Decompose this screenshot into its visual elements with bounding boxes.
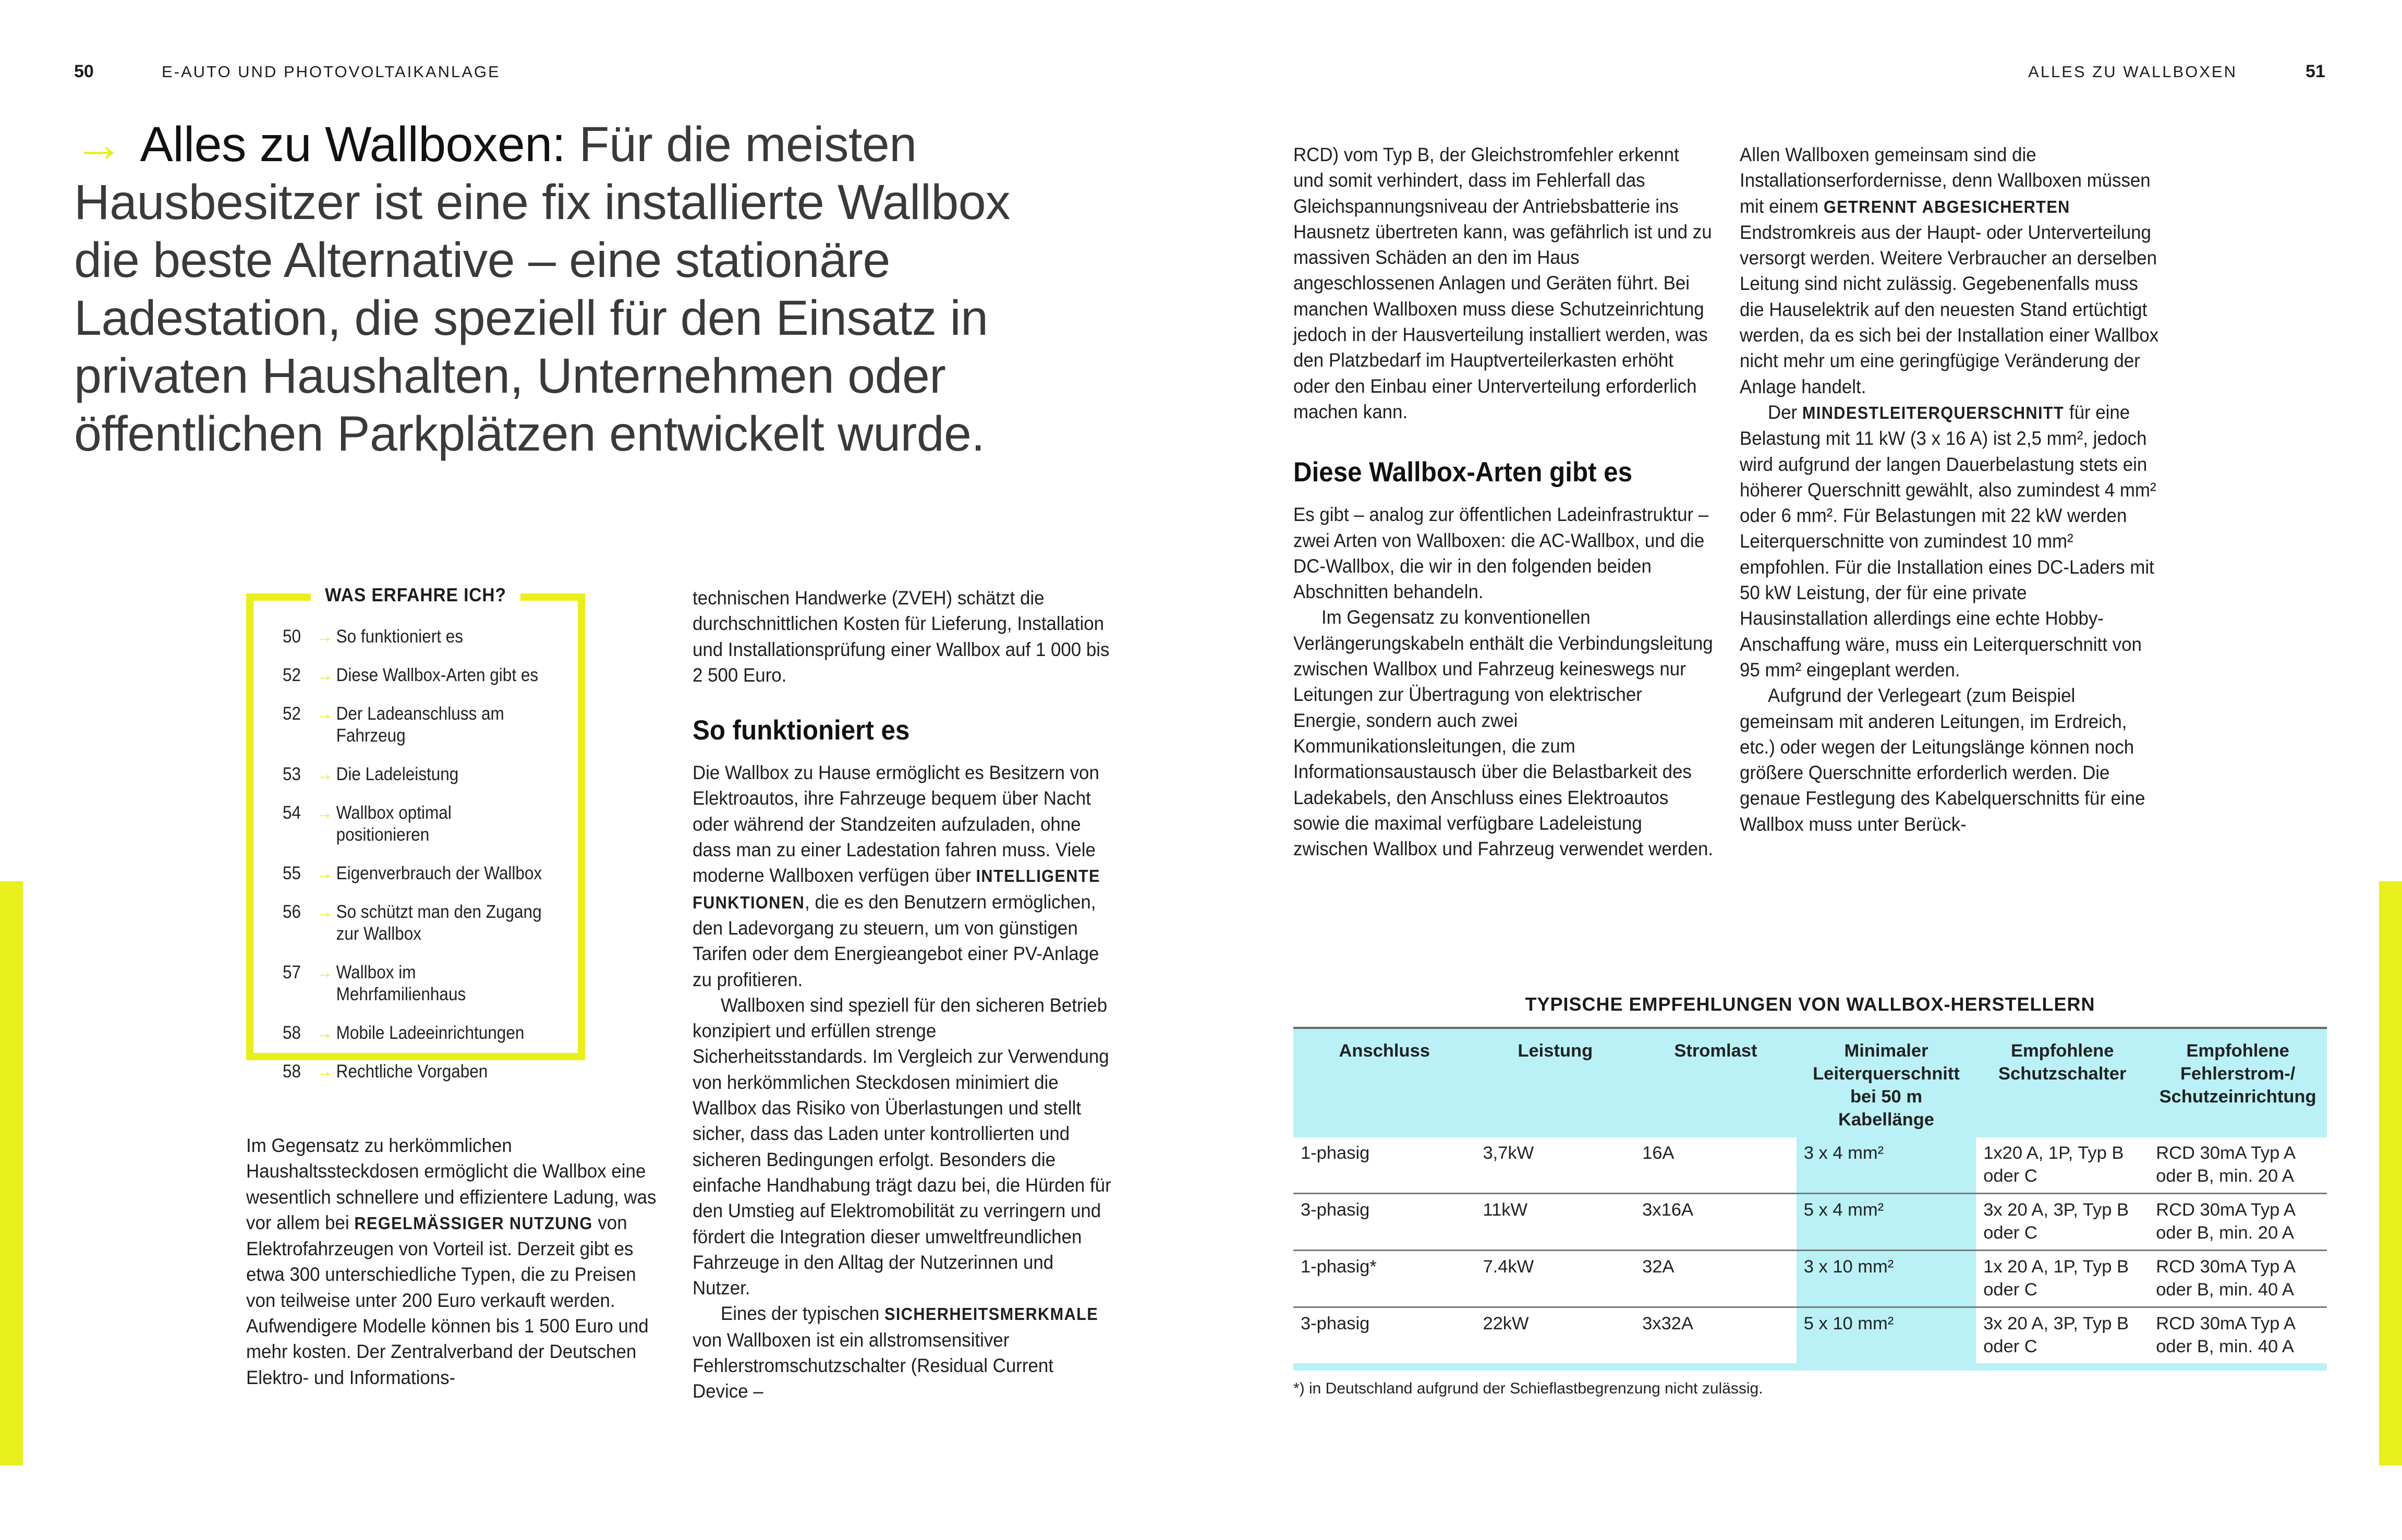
paragraph: Aufgrund der Verlegeart (zum Beispiel gemeinsam mit anderen Leitungen, im Erdreich, etc.) oder wegen der Leitungslänge können noch größere Querschnitte erforderlich werden. Die genaue Festlegung des Kabelquerschnitts für eine Wallbox muss unter Berück-	[1740, 684, 2145, 835]
table-cell: 5 x 4 mm²	[1797, 1194, 1976, 1251]
toc-arrow-icon: →	[316, 803, 333, 823]
table-cell: RCD 30mA Typ A oder B, min. 20 A	[2149, 1194, 2327, 1251]
table-row	[1293, 1307, 2327, 1364]
table-cell: 1-phasig	[1293, 1137, 1475, 1194]
paragraph: Eines der typischen SICHERHEITSMERKMALE von Wallboxen ist ein allstromsensitiver Fehlerstromschutzschalter (Residual Current Device –	[693, 1302, 1099, 1402]
toc-item	[283, 1061, 545, 1083]
toc-arrow-icon: →	[316, 704, 333, 724]
toc-page-number: 56	[283, 902, 301, 922]
keyword: INTELLIGENTE FUNKTIONEN	[693, 866, 1100, 912]
toc-arrow-icon: →	[316, 902, 333, 922]
keyword: REGELMÄSSIGER NUTZUNG	[354, 1213, 593, 1233]
toc-arrow-icon: →	[316, 863, 333, 883]
paragraph: RCD) vom Typ B, der Gleichstromfehler erkennt und somit verhindert, dass im Fehlerfall das Gleichspannungsniveau der Antriebsbatterie ins Hausnetz übertreten kann, was gefährlich ist und zu massiven Schäden an den im Haus angeschlossenen Anlagen und Geräten führt. Bei manchen Wallboxen muss diese Schutzeinrichtung jedoch in der Hausverteilung installiert werden, was den Platzbedarf im Hauptverteilerkasten erhöht oder den Einbau einer Unterverteilung erforderlich machen kann.	[1293, 143, 1712, 422]
table-cell: 22kW	[1483, 1314, 1529, 1333]
toc-item	[283, 863, 545, 884]
table-cell: 32A	[1635, 1251, 1797, 1307]
table-header-row	[1293, 1029, 2327, 1137]
table-row	[1293, 1251, 2327, 1307]
keyword: MINDESTLEITERQUERSCHNITT	[1802, 403, 2065, 422]
right-page-number: 51	[2306, 62, 2325, 81]
toc-page-number: 52	[283, 665, 301, 685]
table-header-cell: Anschluss	[1293, 1029, 1475, 1137]
toc-page-number: 52	[283, 704, 301, 724]
table-header-cell: Leistung	[1475, 1029, 1635, 1137]
table-cell: 3 x 10 mm²	[1797, 1251, 1976, 1307]
section-heading-wallbox-arten: Diese Wallbox-Arten gibt es	[1293, 457, 1633, 488]
toc-item	[283, 763, 545, 785]
toc-page-number: 57	[283, 962, 301, 983]
left-running-head: E-AUTO UND PHOTOVOLTAIKANLAGE	[162, 63, 501, 81]
keyword: SICHERHEITSMERKMALE	[884, 1304, 1099, 1324]
toc-label: Wallbox optimal positionieren	[336, 803, 452, 845]
toc-label: So funktioniert es	[336, 626, 463, 647]
table-cell: 3-phasig	[1293, 1194, 1475, 1251]
table-cell: 1-phasig*	[1293, 1251, 1475, 1307]
column-3	[1293, 142, 1713, 862]
paragraph: Wallboxen sind speziell für den sicheren Betrieb konzipiert und erfüllen strenge Sicherheitsstandards. Im Vergleich zur Verwendung von herkömmlichen Steckdosen minimiert die Wallbox das Risiko von Überlastungen und stellt sicher, dass das Laden unter kontrollierten und sicheren Bedingungen erfolgt. Besonders die einfache Handhabung trägt dazu bei, die Hürden für den Umstieg auf Elektromobilität zu verringern und fördert die Integration dieser umweltfreundlichen Fahrzeuge in den Alltag der Nutzerinnen und Nutzer.	[693, 993, 1111, 1299]
toc-label: Der Ladeanschluss am Fahrzeug	[336, 704, 504, 746]
table-cell: 3x 20 A, 3P, Typ B oder C	[1976, 1194, 2149, 1251]
table-cell: 3x16A	[1635, 1194, 1797, 1251]
table-footnote: *) in Deutschland aufgrund der Schieflastbegrenzung nicht zulässig.	[1293, 1380, 1763, 1397]
chapter-intro	[74, 116, 1065, 463]
toc-arrow-icon: →	[316, 665, 333, 685]
table-cell: 11kW	[1475, 1194, 1635, 1251]
toc-label: Diese Wallbox-Arten gibt es	[336, 665, 539, 685]
table-cell: RCD 30mA Typ A oder B, min. 40 A	[2156, 1314, 2295, 1356]
toc-item	[283, 1022, 545, 1044]
toc-item	[283, 703, 545, 747]
toc-page-number: 58	[283, 1023, 301, 1043]
table-cell: 5 x 10 mm²	[1797, 1307, 1976, 1364]
table-body	[1293, 1137, 2327, 1363]
table-cell: 3-phasig	[1301, 1314, 1370, 1333]
column-2	[693, 585, 1112, 1404]
paragraph: technischen Handwerke (ZVEH) schätzt die durchschnittlichen Kosten für Lieferung, Installation und Installationsprüfung einer Wallbox auf 1 000 bis 2 500 Euro.	[693, 587, 1110, 686]
table-row	[1293, 1137, 2327, 1194]
paragraph: Es gibt – analog zur öffentlichen Ladeinfrastruktur – zwei Arten von Wallboxen: die AC-Wallbox, und die DC-Wallbox, die wir in den folgenden beiden Abschnitten behandeln.	[1293, 503, 1709, 603]
paragraph: Im Gegensatz zu herkömmlichen Haushaltssteckdosen ermöglicht die Wallbox eine wesentlich schnellere und effizientere Ladung, was vor allem bei REGELMÄSSIGER NUTZUNG von Elektrofahrzeugen von Vorteil ist. Derzeit gibt es etwa 300 unterschiedliche Typen, die zu Preisen von teilweise unter 200 Euro verkauft werden. Aufwendigere Modelle können bis 1 500 Euro und mehr kosten. Der Zentralverband der Deutschen Elektro- und Informations-	[246, 1134, 657, 1388]
recommendation-table	[1293, 1029, 2327, 1363]
table-cell: 3x 20 A, 3P, Typ B oder C	[1983, 1314, 2129, 1356]
right-running-head: ALLES ZU WALLBOXEN	[2028, 63, 2237, 81]
toc-label: Eigenverbrauch der Wallbox	[336, 863, 542, 883]
toc-page-number: 50	[283, 626, 301, 647]
toc-arrow-icon: →	[316, 626, 333, 647]
toc-arrow-icon: →	[316, 764, 333, 784]
paragraph: Im Gegensatz zu konventionellen Verlängerungskabeln enthält die Verbindungsleitung zwischen Wallbox und Fahrzeug keineswegs nur Leitungen zur Übertragung von elektrischer Energie, sondern auch zwei Kommunikationsleitungen, die zum Informationsaustausch über die Belastbarkeit des Ladekabels, den Anschluss eines Elektroautos sowie die maximal verfügbare Ladeleistung zwischen Wallbox und Fahrzeug verwendet werden.	[1293, 606, 1714, 860]
toc-item	[283, 626, 545, 648]
intro-lead: Alles zu Wallboxen:	[140, 117, 566, 172]
left-page-number: 50	[74, 62, 94, 81]
left-edge-tab	[0, 881, 23, 1465]
table-cell: 3 x 4 mm²	[1797, 1137, 1976, 1194]
table-cell: RCD 30mA Typ A oder B, min. 40 A	[2149, 1251, 2327, 1307]
paragraph: Die Wallbox zu Hause ermöglicht es Besitzern von Elektroautos, ihre Fahrzeuge bequem über Nacht oder während der Standzeiten aufzuladen, ohne dass man zu einer Ladestation fahren muss. Viele moderne Wallboxen verfügen über INTELLIGENTE FUNKTIONEN, die es den Benutzern ermöglichen, den Ladevorgang zu steuern, um von günstigen Tarifen oder dem Energieangebot einer PV-Anlage zu profitieren.	[693, 761, 1100, 990]
toc-page-number: 55	[283, 863, 301, 883]
table-title: TYPISCHE EMPFEHLUNGEN VON WALLBOX-HERSTELLERN	[1525, 993, 2095, 1015]
table-cell: RCD 30mA Typ A oder B, min. 20 A	[2149, 1137, 2327, 1194]
table-header-cell: Minimaler Leiterquerschnitt bei 50 m Kabellänge	[1797, 1029, 1976, 1137]
keyword: GETRENNT ABGESICHERTEN	[1823, 197, 2070, 216]
column-4	[1740, 142, 2160, 837]
toc-title: WAS ERFAHRE ICH?	[325, 584, 506, 605]
table-cell: 7.4kW	[1475, 1251, 1635, 1307]
toc-label: So schützt man den Zugang zur Wallbox	[336, 902, 542, 944]
table-cell: 16A	[1635, 1137, 1797, 1194]
paragraph: Der MINDESTLEITERQUERSCHNITT für eine Belastung mit 11 kW (3 x 16 A) ist 2,5 mm², jedoch wird aufgrund der langen Dauerbelastung stets ein höherer Querschnitt gewählt, also zumindest 4 mm² oder 6 mm². Für Belastungen mit 22 kW werden Leiterquerschnitte von zumindest 10 mm² empfohlen. Für die Installation eines DC-Laders mit 50 kW Leistung, der für eine private Hausinstallation allerdings eine echte Hobby-Anschaffung wäre, muss ein Leiterquerschnitt von 95 mm² eingeplant werden.	[1740, 401, 2156, 681]
table-header-cell: Empfohlene Schutzschalter	[1976, 1029, 2149, 1137]
table-cell: 1x 20 A, 1P, Typ B oder C	[1976, 1251, 2149, 1307]
paragraph: Allen Wallboxen gemeinsam sind die Installationserfordernisse, denn Wallboxen müssen mit einem GETRENNT ABGESICHERTEN Endstromkreis aus der Haupt- oder Unterverteilung versorgt werden. Weitere Verbraucher an derselben Leitung sind nicht zulässig. Gegebenenfalls muss die Hauselektrik auf den neuesten Stand ertüchtigt werden, da es sich bei der Installation einer Wallbox nicht mehr um eine geringfügige Veränderung der Anlage handelt.	[1740, 143, 2159, 397]
table-cell: 3x32A	[1642, 1314, 1693, 1333]
toc-page-number: 54	[283, 803, 301, 823]
toc-box	[246, 584, 585, 1082]
toc-item	[283, 802, 545, 846]
column-1	[246, 1133, 666, 1390]
table-header-cell: Stromlast	[1635, 1029, 1797, 1137]
toc-label: Mobile Ladeeinrichtungen	[336, 1023, 525, 1043]
right-edge-tab	[2379, 881, 2402, 1465]
toc-item	[283, 962, 545, 1005]
table-row	[1293, 1194, 2327, 1251]
toc-item	[283, 664, 545, 686]
toc-arrow-icon: →	[316, 1023, 333, 1043]
toc-arrow-icon: →	[316, 962, 333, 983]
table-bottom-rule	[1293, 1363, 2327, 1371]
table-cell: 1x20 A, 1P, Typ B oder C	[1976, 1137, 2149, 1194]
table-header-cell: Empfohlene Fehlerstrom-/ Schutzeinrichtung	[2149, 1029, 2327, 1137]
section-heading-so-funktioniert: So funktioniert es	[693, 715, 910, 746]
toc-page-number: 53	[283, 764, 301, 784]
table-cell: 3,7kW	[1475, 1137, 1635, 1194]
intro-text: Für die meisten Hausbesitzer ist eine fix installierte Wallbox die beste Alternative – eine stationäre Ladestation, die speziell für den Einsatz in privaten Haushalten, Unternehmen oder öffentlichen Parkplätzen entwickelt wurde.	[74, 117, 1011, 462]
toc-label: Die Ladeleistung	[336, 764, 459, 784]
intro-arrow-icon: →	[74, 117, 124, 172]
toc-list	[283, 626, 575, 1099]
toc-page-number: 58	[283, 1061, 301, 1082]
toc-label: Wallbox im Mehrfamilienhaus	[336, 962, 466, 1004]
toc-item	[283, 901, 545, 945]
recommendation-table-block	[1293, 993, 2327, 1398]
toc-arrow-icon: →	[316, 1061, 333, 1082]
toc-label: Rechtliche Vorgaben	[336, 1061, 488, 1082]
